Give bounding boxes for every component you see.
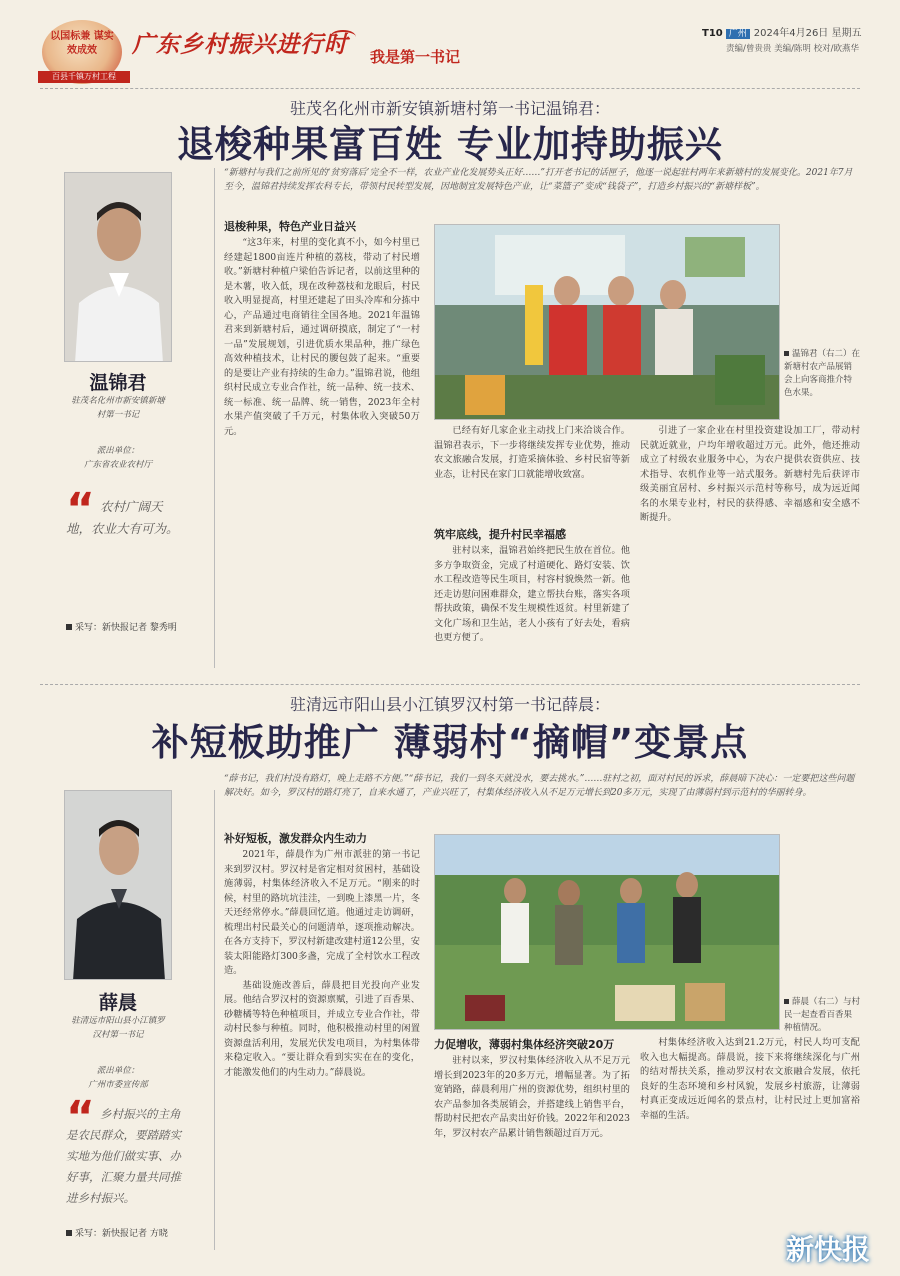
article2-column-4 xyxy=(640,1036,860,1252)
paragraph: 基础设施改善后，薛晨把目光投向产业发展。他结合罗汉村的资源禀赋，引进了百香果、砂糖橘等特色种植项目，并成立专业合作社，带动村民参与种植。同时，他积极推动村里的闲置资源盘活利用，发展光伏发电项目，为村集体带来稳定收入。“要让群众看到实实在在的变化，才能激发他们的内生动力。”薛晨说。 xyxy=(224,979,420,1078)
article2-lead: “薛书记，我们村没有路灯，晚上走路不方便。”“薛书记，我们一到冬天就没水，要去挑水。”……驻村之初，面对村民的诉求，薛晨暗下决心：一定要把这些问题解决好。如今，罗汉村的路灯亮了，自来水通了，产业兴旺了，村集体经济收入从不足万元增长到20多万元，实现了由薄弱村到示范村的华丽转身。 xyxy=(224,774,855,798)
section-divider xyxy=(40,684,860,685)
article2-photo xyxy=(434,834,780,1030)
portrait-image xyxy=(65,791,172,980)
page-tag: 广州 xyxy=(726,29,750,39)
article1-column-3 xyxy=(434,424,630,504)
portrait-image xyxy=(65,173,172,362)
person-role: 驻清远市阳山县小江镇罗汉村第一书记 xyxy=(71,1016,165,1040)
newspaper-watermark: 新快报 xyxy=(785,1233,870,1266)
pull-quote: 农村广阔天地，农业大有可为。 xyxy=(66,499,179,536)
paragraph: 2021年，薛晨作为广州市派驻的第一书记来到罗汉村。罗汉村是省定相对贫困村，基础设施薄弱，村集体经济收入不足万元。“刚来的时候，村里的路坑坑洼洼，一到晚上漆黑一片，冬天还经常停水。”薛晨回忆道。他通过走访调研，梳理出村民最关心的问题清单，逐项推动解决。在各方支持下，罗汉村新建改建村道12公里，安装太阳能路灯300多盏，完成了全村饮水工程改造。 xyxy=(224,849,420,976)
portrait-wen-jinjun xyxy=(64,172,172,362)
article2-subhead-2: 力促增收，薄弱村集体经济突破20万 xyxy=(434,1038,615,1051)
photo-caption: 温锦君（右二）在新塘村农产品展销会上向客商推介特色水果。 xyxy=(784,349,861,398)
brush-stroke-decoration xyxy=(330,30,356,44)
dispatch-unit-label: 派出单位： xyxy=(96,1066,140,1076)
person-name: 温锦君 xyxy=(89,372,147,394)
article1-subhead-2: 筑牢底线，提升村民幸福感 xyxy=(434,528,566,541)
paragraph: 已经有好几家企业主动找上门来洽谈合作。温锦君表示，下一步将继续发挥专业优势，推动农文旅融合发展，打造采摘体验、乡村民宿等新业态，让村民在家门口就能增收致富。 xyxy=(434,425,630,480)
article1-headline: 退梭种果富百姓 专业加持助振兴 xyxy=(177,123,723,166)
photo-image xyxy=(435,225,780,420)
paragraph: “这3年来，村里的变化真不小，如今村里已经建起1800亩连片种植的荔枝，带动了村民增收。”新塘村种植户梁伯告诉记者，以前这里种的是木薯，收入低，现在改种荔枝和龙眼后，村民收入明显提高，村里还建起了田头冷库和分拣中心，产品通过电商销往全国各地。2021年温锦君来到新塘村后，通过调研摸底，制定了“一村一品”发展规划，引进优质水果品种，推广绿色高效种植技术，让村民的腰包鼓了起来。“重要的是要让产业有持续的生命力。”温锦君说，他组织村民成立专业合作社，统一品种、统一技术、统一标准、统一品牌、统一销售，2023年全村水果产值突破了千万元，村集体收入突破50万元。 xyxy=(224,237,420,437)
article1-column-4 xyxy=(434,544,630,668)
paragraph: 引进了一家企业在村里投资建设加工厂，带动村民就近就业，户均年增收超过万元。此外，他还推动成立了村级农业服务中心，为农户提供农资供应、技术指导、农机作业等一站式服务。新塘村先后获评市级美丽宜居村、乡村振兴示范村等称号，成为远近闻名的水果专业村，村民的获得感、幸福感和安全感不断提升。 xyxy=(640,425,860,523)
article1-subhead-1: 退梭种果，特色产业日益兴 xyxy=(224,220,356,233)
portrait-xue-chen xyxy=(64,790,172,980)
pull-quote: 乡村振兴的主角是农民群众，要踏踏实实地为他们做实事、办好事，汇聚力量共同推进乡村振兴。 xyxy=(66,1107,181,1205)
article1-lead: “新塘村与我们之前所见的‘贫穷落后’完全不一样，农业产业化发展势头正好……”打开老书记的话匣子，他逐一说起驻村两年来新塘村的发展变化。2021年7月至今，温锦君持续发挥农科专长，带领村民转型发展，因地制宜发展特色产业，让“菜篮子”变成“钱袋子”，打造乡村振兴的“新塘样板”。 xyxy=(224,168,853,192)
paragraph: 驻村以来，温锦君始终把民生放在首位。他多方争取资金，完成了村道硬化、路灯安装、饮水工程改造等民生项目，村容村貌焕然一新。他还走访慰问困难群众，建立帮扶台账，落实各项帮扶政策，确保不发生规模性返贫。村里新建了文化广场和卫生站，老人小孩有了好去处，看病也更方便了。 xyxy=(434,545,630,643)
quote-mark-icon: “ xyxy=(66,1092,95,1143)
dispatch-unit: 广东省农业农村厅 xyxy=(83,460,152,470)
photo-image xyxy=(435,835,780,1030)
column-title: 广东乡村振兴进行时 xyxy=(132,31,348,58)
subcolumn-title: 我是第一书记 xyxy=(370,48,461,66)
dispatch-unit-label: 派出单位： xyxy=(96,446,140,456)
person-name: 薛晨 xyxy=(98,992,137,1014)
article1-column-1 xyxy=(224,236,420,666)
article2-column-1 xyxy=(224,848,420,1252)
article1-column-5 xyxy=(640,424,860,668)
editor-credits: 责编/曾贵贵 美编/陈明 校对/欧燕华 xyxy=(726,44,859,54)
quote-mark-icon: “ xyxy=(66,484,95,535)
article2-headline: 补短板助推广 薄弱村“摘帽”变景点 xyxy=(151,721,749,764)
sidebar-divider xyxy=(214,168,215,668)
paragraph: 村集体经济收入达到21.2万元，村民人均可支配收入也大幅提高。薛晨说，接下来将继续深化与广州的结对帮扶关系，推动罗汉村农文旅融合发展，依托良好的生态环境和乡村风貌，发展乡村旅游，让薄弱村真正变成远近闻名的景点村，让村民过上更加富裕幸福的生活。 xyxy=(640,1037,860,1121)
article2-subhead-1: 补好短板，激发群众内生动力 xyxy=(224,832,367,845)
sidebar-divider xyxy=(214,790,215,1250)
masthead xyxy=(0,0,900,88)
person-role: 驻茂名化州市新安镇新塘村第一书记 xyxy=(71,396,165,420)
page-info xyxy=(702,24,861,39)
paragraph: 驻村以来，罗汉村集体经济收入从不足万元增长到2023年的20多万元，增幅显著。为了拓宽销路，薛晨利用广州的资源优势，组织村里的农产品参加各类展销会，并搭建线上销售平台，帮助村民把农产品卖出好价钱。2022年和2023年，罗汉村农产品累计销售额超过百万元。 xyxy=(434,1055,630,1139)
article2-kicker: 驻清远市阳山县小江镇罗汉村第一书记薛晨： xyxy=(289,695,610,714)
byline: 采写：新快报记者 黎秀明 xyxy=(66,620,216,633)
byline: 采写：新快报记者 方晓 xyxy=(66,1226,216,1239)
article1-photo xyxy=(434,224,780,420)
header-divider xyxy=(40,88,860,89)
article1-kicker: 驻茂名化州市新安镇新塘村第一书记温锦君： xyxy=(289,99,610,118)
logo-text: 以国标兼 谋实效成效 xyxy=(50,31,114,56)
dispatch-unit: 广州市委宣传部 xyxy=(88,1080,148,1090)
issue-date: 2024年4月26日 星期五 xyxy=(753,28,862,39)
article2-column-3 xyxy=(434,1054,630,1252)
logo-subtitle: 百县千镇万村工程 xyxy=(38,71,130,83)
photo-caption: 薛晨（右二）与村民一起查看百香果种植情况。 xyxy=(784,997,861,1033)
page-number: T10 xyxy=(702,28,723,39)
